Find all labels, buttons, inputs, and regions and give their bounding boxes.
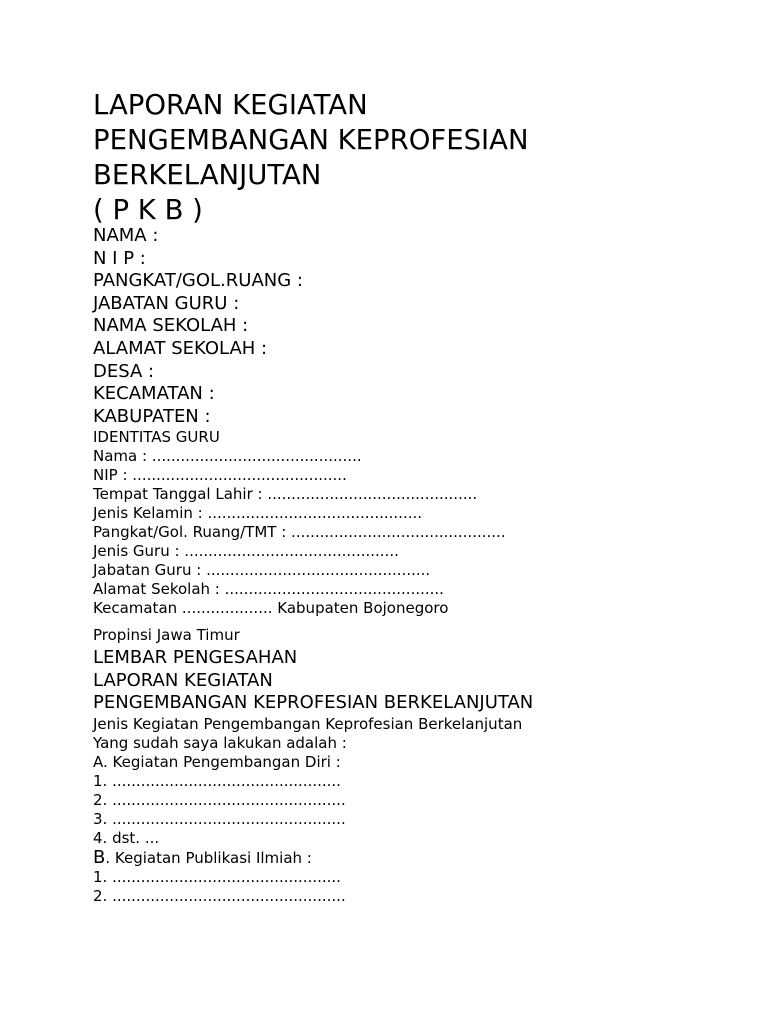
section-b-text: . Kegiatan Publikasi Ilmiah : — [105, 848, 312, 867]
list-item: 2. ................................................. — [93, 790, 346, 809]
list-item: 1. ................................................ — [93, 867, 341, 886]
title-line-3: BERKELANJUTAN — [93, 159, 322, 191]
field-nip: N I P : — [93, 247, 146, 269]
document-page — [93, 88, 733, 906]
pengesahan-line-3: PENGEMBANGAN KEPROFESIAN BERKELANJUTAN — [93, 692, 534, 714]
document-title — [93, 88, 733, 228]
identitas-row: Nama : ............................................ — [93, 447, 362, 466]
title-line-2: PENGEMBANGAN KEPROFESIAN — [93, 124, 529, 156]
list-item: 2. ................................................. — [93, 886, 346, 905]
section-a-heading: A. Kegiatan Pengembangan Diri : — [93, 752, 341, 771]
identitas-row: Jenis Kelamin : ............................................. — [93, 504, 423, 523]
list-item: 4. dst. ... — [93, 828, 160, 847]
intro-line-2: Yang sudah saya lakukan adalah : — [93, 733, 347, 752]
identitas-row: Pangkat/Gol. Ruang/TMT : ............................................. — [93, 523, 506, 542]
field-kecamatan: KECAMATAN : — [93, 383, 215, 405]
identitas-row: Jenis Guru : ............................................. — [93, 542, 399, 561]
field-pangkat: PANGKAT/GOL.RUANG : — [93, 270, 303, 292]
field-nama-sekolah: NAMA SEKOLAH : — [93, 315, 249, 337]
field-desa: DESA : — [93, 360, 155, 382]
field-nama: NAMA : — [93, 225, 159, 246]
identitas-row: Kecamatan ................... Kabupaten Bojonegoro — [93, 599, 449, 618]
field-jabatan: JABATAN GURU : — [93, 292, 240, 314]
identitas-row: Alamat Sekolah : .............................................. — [93, 580, 444, 599]
list-item: 3. ................................................. — [93, 809, 346, 828]
identitas-row: Tempat Tanggal Lahir : ............................................ — [93, 485, 478, 504]
propinsi-line: Propinsi Jawa Timur — [93, 626, 240, 645]
section-b-letter: B — [93, 846, 106, 868]
pengesahan-heading — [93, 647, 733, 715]
cover-fields — [93, 225, 733, 428]
list-item: 1. ................................................ — [93, 771, 341, 790]
title-line-1: LAPORAN KEGIATAN — [93, 89, 368, 121]
title-line-4: ( P K B ) — [93, 194, 203, 226]
intro-line-1: Jenis Kegiatan Pengembangan Keprofesian Berkelanjutan — [93, 714, 523, 733]
field-kabupaten: KABUPATEN : — [93, 405, 211, 427]
identitas-section — [93, 428, 733, 618]
field-alamat-sekolah: ALAMAT SEKOLAH : — [93, 337, 268, 359]
identitas-row: NIP : ............................................. — [93, 466, 347, 485]
identitas-row: Jabatan Guru : ............................................... — [93, 561, 431, 580]
kegiatan-section — [93, 715, 733, 906]
pengesahan-line-2: LAPORAN KEGIATAN — [93, 669, 273, 691]
identitas-heading: IDENTITAS GURU — [93, 428, 220, 447]
section-b-heading — [93, 848, 733, 868]
pengesahan-line-1: LEMBAR PENGESAHAN — [93, 647, 298, 669]
